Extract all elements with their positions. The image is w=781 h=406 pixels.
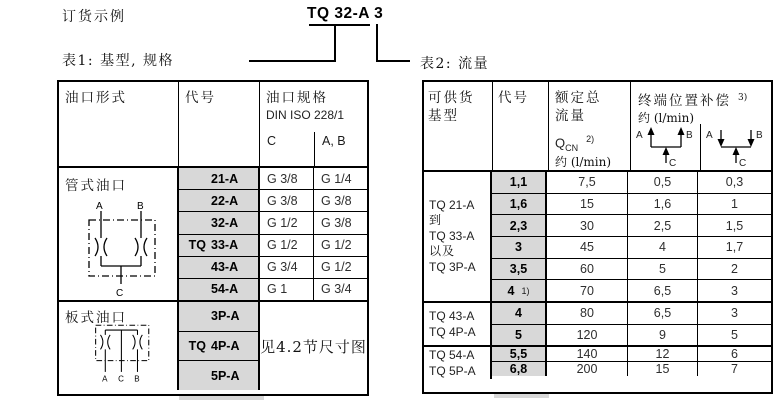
connector-line-table1-vertical xyxy=(334,24,336,62)
code-value: 5P-A xyxy=(211,368,240,383)
table2-group-2 xyxy=(424,303,771,347)
table2-flow-column xyxy=(547,172,628,301)
table2-header-flow-line1: 额定总 xyxy=(555,90,602,106)
table2-header-compensation-title: 终端位置补偿 $^{3)}$ xyxy=(638,92,748,109)
code-value: 43-A xyxy=(211,260,239,275)
code-value: 1,6 xyxy=(492,194,545,216)
table2-code-column xyxy=(492,303,547,345)
connector-line-table2-horizontal xyxy=(376,60,410,62)
table2-group-3 xyxy=(424,347,771,379)
spec-c-value: G 3/8 xyxy=(260,168,313,190)
comp-up-value: 0,5 xyxy=(628,172,697,194)
table1-header-port-form: 油口形式 xyxy=(59,82,179,166)
page-title: 订货示例 xyxy=(62,9,126,25)
comp-down-value: 2 xyxy=(698,259,771,281)
table1-caption: 表1: 基型, 规格 xyxy=(62,53,174,69)
comp-down-value: 0,3 xyxy=(698,172,771,194)
table2-flow-column xyxy=(547,303,628,345)
table2-comp-up-column xyxy=(628,303,698,345)
spec-ab-value: G 1/2 xyxy=(314,235,367,257)
table2-header-basic-type-line2: 基型 xyxy=(428,108,459,125)
code-value: 33-A xyxy=(211,238,239,253)
connector-line-table2-vertical xyxy=(376,24,378,62)
comp-up-value: 2,5 xyxy=(628,215,697,237)
spec-c-value: G 1/2 xyxy=(260,235,313,257)
flow-value: 60 xyxy=(547,259,627,281)
flow-value: 30 xyxy=(547,215,627,237)
table2-header-code: 代号 xyxy=(493,82,549,170)
table1-header-spec-standard: DIN ISO 228/1 xyxy=(266,108,345,123)
svg-text:B: B xyxy=(685,130,693,141)
table2-subheader-diagram-row xyxy=(631,124,771,170)
flow-value: 7,5 xyxy=(547,172,627,194)
code-value: 3,5 xyxy=(492,259,545,281)
flow-value: 70 xyxy=(580,283,594,298)
svg-text:B: B xyxy=(756,130,763,141)
spec-ab-value: G 3/8 xyxy=(314,212,367,234)
table1-header-row xyxy=(59,82,367,168)
plate-port-label: 板式油口 xyxy=(65,310,127,326)
spec-c-value: G 1 xyxy=(267,282,288,297)
flow-down-diagram-icon xyxy=(705,126,767,168)
comp-up-value: 4 xyxy=(628,237,697,259)
table1-pipe-ab-column xyxy=(314,168,367,300)
table2-code-column xyxy=(492,347,547,376)
table2-code-column xyxy=(492,172,547,301)
table1-subheader-ab: A, B xyxy=(314,132,367,166)
table1-port-spec xyxy=(57,80,369,396)
table2-header-compensation-unit: 约 (l/min) xyxy=(638,111,695,125)
flow-value: 80 xyxy=(547,303,627,325)
table2-comp-down-column xyxy=(698,172,771,301)
footnote-marker: 1) xyxy=(521,285,530,296)
svg-text:A: A xyxy=(102,374,108,384)
table1-pipe-code-column xyxy=(179,168,260,300)
code-value: 22-A xyxy=(211,193,239,208)
code-value: 1,1 xyxy=(492,172,545,194)
spec-ab-value: G 3/8 xyxy=(314,190,367,212)
comp-up-value: 1,6 xyxy=(628,194,697,216)
table1-header-spec-title: 油口规格 xyxy=(266,90,328,106)
comp-up-value: 9 xyxy=(659,327,666,342)
svg-text:B: B xyxy=(137,201,144,212)
table1-subheader-row xyxy=(260,132,367,166)
code-prefix: TQ xyxy=(188,339,206,353)
table1-pipe-c-column xyxy=(260,168,314,300)
code-value: 4 xyxy=(492,303,545,325)
comp-down-value: 7 xyxy=(731,362,738,376)
table2-caption: 表2: 流量 xyxy=(420,56,490,72)
comp-down-value: 5 xyxy=(731,327,738,342)
table2-header-flow-unit: 约 (l/min) xyxy=(555,155,612,170)
table1-subheader-c: C xyxy=(267,134,277,148)
code-value: 2,3 xyxy=(492,215,545,237)
code-prefix: TQ xyxy=(188,238,206,253)
table2-comp-down-column xyxy=(698,303,771,345)
table2-header-basic-type-line1: 可供货 xyxy=(428,90,475,106)
code-value: 3 xyxy=(492,237,545,259)
comp-down-value: 3 xyxy=(698,303,771,325)
code-value: 4P-A xyxy=(211,339,240,353)
connector-line-table1-horizontal xyxy=(249,60,336,62)
spec-c-value: G 3/8 xyxy=(260,190,313,212)
table1-pipe-section xyxy=(59,168,367,302)
code-value: 5 xyxy=(515,327,522,342)
comp-up-value: 12 xyxy=(628,347,697,362)
table2-comp-up-column xyxy=(628,172,698,301)
table1-plate-section xyxy=(59,302,367,390)
order-code-underline xyxy=(309,24,370,26)
pipe-port-symbol-icon xyxy=(85,198,161,298)
comp-up-value: 6,5 xyxy=(653,283,672,298)
svg-text:B: B xyxy=(134,374,140,384)
comp-down-value: 6 xyxy=(698,347,771,362)
group-label: TQ 54-A TQ 5P-A xyxy=(424,347,492,379)
table1-header-code: 代号 xyxy=(179,82,260,166)
svg-text:C: C xyxy=(118,374,124,384)
flow-up-diagram-icon xyxy=(635,126,697,168)
spec-c-value: G 1/2 xyxy=(260,212,313,234)
table2-header-row xyxy=(424,82,771,172)
flow-value: 140 xyxy=(547,347,627,362)
group-label: TQ 21-A 到 TQ 33-A 以及 TQ 3P-A xyxy=(424,172,492,301)
comp-down-value: 3 xyxy=(731,283,738,298)
pipe-port-label: 管式油口 xyxy=(65,178,127,194)
spec-ab-value: G 3/4 xyxy=(321,282,352,297)
order-code: TQ 32-A 3 xyxy=(307,5,384,22)
code-value: 6,8 xyxy=(509,362,528,376)
table2-header-flow-line2: 流量 xyxy=(555,108,586,125)
code-value: 5,5 xyxy=(492,347,545,362)
comp-up-value: 15 xyxy=(655,362,670,376)
table2-comp-up-column xyxy=(628,347,698,376)
spec-ab-value: G 1/4 xyxy=(314,168,367,190)
spec-ab-value: G 1/2 xyxy=(314,257,367,279)
code-value: 54-A xyxy=(211,282,239,297)
table2-code-column-tab xyxy=(494,394,549,398)
svg-text:A: A xyxy=(635,130,643,141)
plate-port-symbol-icon xyxy=(85,322,161,388)
group-label: TQ 43-A TQ 4P-A xyxy=(424,303,492,345)
flow-value: 15 xyxy=(547,194,627,216)
comp-down-value: 1,7 xyxy=(698,237,771,259)
svg-text:A: A xyxy=(706,130,713,141)
code-value: 21-A xyxy=(211,171,239,186)
table2-comp-down-column xyxy=(698,347,771,376)
svg-text:C: C xyxy=(668,158,676,168)
comp-down-value: 1,5 xyxy=(698,215,771,237)
svg-text:A: A xyxy=(96,201,103,212)
table2-flow-column xyxy=(547,347,628,376)
svg-text:C: C xyxy=(116,288,124,298)
table2-header-qcn: $Q_{CN}^{2)}$ xyxy=(555,134,595,154)
svg-text:C: C xyxy=(739,158,747,168)
comp-up-value: 6,5 xyxy=(628,303,697,325)
code-value: 3P-A xyxy=(211,309,240,324)
code-value: 32-A xyxy=(211,215,239,230)
flow-value: 45 xyxy=(547,237,627,259)
comp-down-value: 1 xyxy=(698,194,771,216)
table2-flow xyxy=(422,80,773,394)
comp-up-value: 5 xyxy=(628,259,697,281)
flow-value: 120 xyxy=(576,327,598,342)
dimension-note: 见4.2节尺寸图 xyxy=(260,337,367,356)
flow-value: 200 xyxy=(576,362,598,376)
code-value: 4 1) xyxy=(507,283,530,298)
spec-c-value: G 3/4 xyxy=(260,257,313,279)
table2-group-1 xyxy=(424,172,771,303)
table1-code-column-tab xyxy=(179,396,264,400)
table1-plate-code-column xyxy=(179,302,260,390)
